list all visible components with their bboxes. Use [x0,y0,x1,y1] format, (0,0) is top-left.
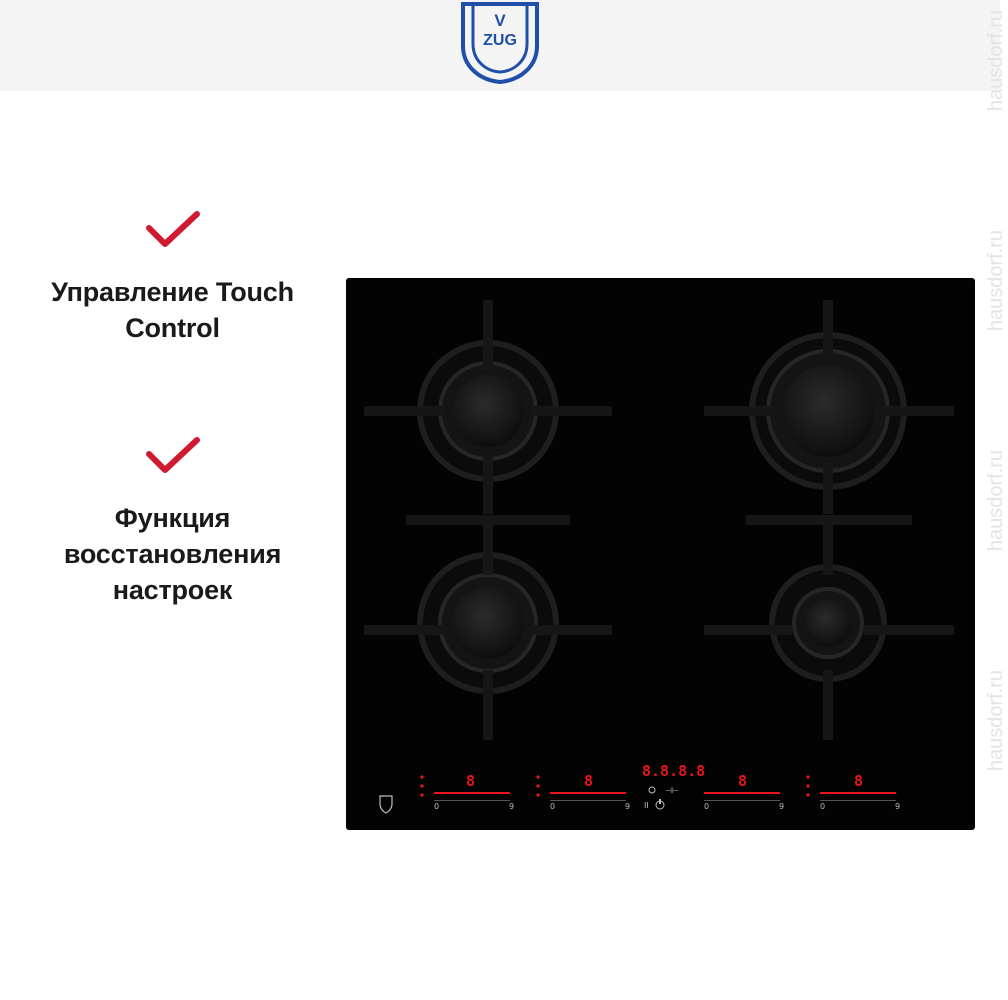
scale-max-label: 9 [625,802,631,811]
control-zone-1[interactable] [420,772,514,811]
scale-max-label: 9 [895,802,901,811]
feature-line: Control [125,313,220,343]
zone-display: 8 [854,772,864,790]
scale-min-label: 0 [704,802,710,811]
scale-max-label: 9 [779,802,785,811]
header-band [0,0,1000,91]
grate-bar [746,515,912,525]
burner-top-left [364,300,612,514]
watermark-text: hausdorf.ru [985,230,1007,332]
zone-display: 8 [584,772,594,790]
watermark-text: hausdorf.ru [985,10,1007,112]
feature-title [20,274,325,346]
burner-top-right [704,300,954,514]
scale-max-label: 9 [509,802,515,811]
zone-display: 8 [738,772,748,790]
feature-touch-control [20,210,325,346]
timer-display: 8.8.8.8 [642,762,706,780]
logo-text-zug: ZUG [483,32,517,49]
burner-bottom-right [704,525,954,740]
hob-brand-icon [380,796,392,813]
control-zone-4[interactable] [806,772,900,811]
feature-title [20,500,325,608]
logo-text-v: V [494,11,506,30]
feature-line: восстановления [63,539,282,569]
control-zone-3[interactable] [704,772,784,811]
watermark [985,10,1005,1000]
scale-min-label: 0 [434,802,440,811]
checkmark-icon [145,210,201,250]
feature-line: Функция [114,503,231,533]
timer-icon [649,787,655,793]
scale-min-label: 0 [820,802,826,811]
grate-bar [406,515,570,525]
lock-icon: ⊣⊢ [665,786,679,795]
checkmark-icon [145,436,201,476]
feature-line: настроек [112,575,233,605]
gas-hob-image [346,278,975,830]
vzug-logo[interactable] [457,0,543,86]
control-zone-2[interactable] [536,772,630,811]
pause-icon: II [644,801,649,810]
feature-settings-restore [20,436,325,608]
feature-line: Управление Touch [51,277,294,307]
scale-min-label: 0 [550,802,556,811]
center-control[interactable] [642,762,705,810]
watermark-text: hausdorf.ru [985,450,1007,552]
zone-display: 8 [466,772,476,790]
burner-bottom-left [364,525,612,740]
watermark-text: hausdorf.ru [985,670,1007,772]
